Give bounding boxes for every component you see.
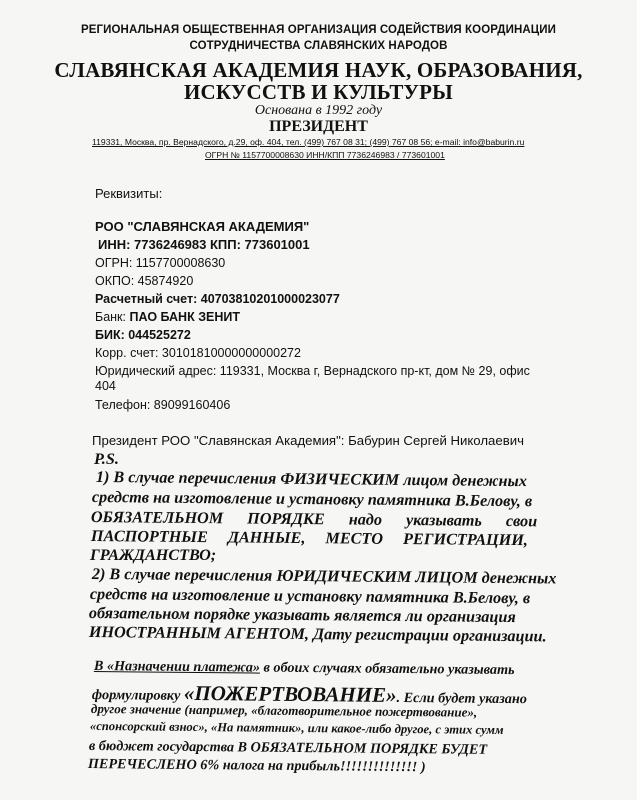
purpose-line-2-rest: . Если будет указано (396, 689, 527, 708)
legal-address-line-1: Юридический адрес: 119331, Москва г, Вернадского пр-кт, дом № 29, офис (95, 364, 530, 378)
ps-p1-line-5: ГРАЖДАНСТВО; (90, 546, 217, 564)
ps-p1-line-4: ПАСПОРТНЫЕ ДАННЫЕ, МЕСТО РЕГИСТРАЦИИ, (90, 527, 528, 550)
ps-label: P.S. (94, 450, 119, 468)
purpose-field-name: В «Назначении платежа» (93, 658, 261, 676)
account-row (95, 292, 340, 306)
account-label: Расчетный счет: (95, 292, 198, 306)
org-line-2: СОТРУДНИЧЕСТВА СЛАВЯНСКИХ НАРОДОВ (189, 40, 448, 52)
bank-row (95, 310, 240, 324)
okpo: ОКПО: 45874920 (95, 274, 194, 288)
ps-p2-line-4: ИНОСТРАННЫМ АГЕНТОМ, Дату регистрации организации. (88, 623, 547, 646)
ps-p1-line-2: средств на изготовление и установку памятника В.Белову, в (91, 488, 533, 511)
purpose-line-3: другое значение (например, «благотворительное пожертвование», (90, 701, 478, 720)
founded-line: Основана в 1992 году (254, 103, 383, 118)
donation-keyword: «ПОЖЕРТВОВАНИЕ» (183, 680, 397, 707)
account-value: 40703810201000023077 (200, 292, 340, 306)
ps-p2-line-2: средств на изготовление и установку памятника В.Белову, в (89, 585, 531, 608)
academy-title-line-1: СЛАВЯНСКАЯ АКАДЕМИЯ НАУК, ОБРАЗОВАНИЯ, (54, 58, 583, 82)
registration-line: ОГРН № 1157700008630 ИНН/КПП 7736246983 / 773601001 (205, 150, 445, 160)
purpose-line-5: в бюджет государства В ОБЯЗАТЕЛЬНОМ ПОРЯДКЕ БУДЕТ (88, 738, 488, 758)
bik: БИК: 044525272 (95, 328, 191, 342)
president-line: Президент РОО "Славянская Академия": Бабурин Сергей Николаевич (92, 433, 524, 448)
legal-address-line-2: 404 (95, 379, 116, 393)
inn-kpp: ИНН: 7736246983 КПП: 773601001 (98, 237, 310, 252)
corr-account: Корр. счет: 30101810000000000272 (95, 346, 301, 360)
ps-p2-line-3: обязательном порядке указывать является ли организация (88, 604, 516, 627)
ps-p1-line-1: 1) В случае перечисления ФИЗИЧЕСКИМ лицом денежных (95, 468, 527, 491)
contacts-line: 119331, Москва, пр. Вернадского, д.29, оф. 404, тел. (499) 767 08 31; (499) 767 08 56; e-mail: info@baburin.ru (92, 137, 525, 147)
ps-p1-line-3: ОБЯЗАТЕЛЬНОМ ПОРЯДКЕ надо указывать свои (90, 508, 538, 531)
requisites-heading: Реквизиты: (95, 186, 163, 201)
position-title: ПРЕЗИДЕНТ (269, 118, 368, 135)
bank-label: Банк: (95, 310, 126, 324)
org-line-1: РЕГИОНАЛЬНАЯ ОБЩЕСТВЕННАЯ ОРГАНИЗАЦИЯ СОДЕЙСТВИЯ КООРДИНАЦИИ (80, 24, 556, 36)
org-name: РОО "СЛАВЯНСКАЯ АКАДЕМИЯ" (95, 219, 310, 234)
purpose-line-1 (94, 658, 515, 679)
ogrn: ОГРН: 1157700008630 (95, 256, 226, 270)
phone: Телефон: 89099160406 (95, 398, 231, 412)
purpose-line-4: «спонсорский взнос», «На памятник», или какое-либо другое, с этих сумм (89, 719, 504, 737)
ps-p2-line-1: 2) В случае перечисления ЮРИДИЧЕСКИМ ЛИЦОМ денежных (91, 565, 557, 588)
purpose-line-2-start: формулировку (91, 686, 184, 704)
bank-value: ПАО БАНК ЗЕНИТ (129, 310, 241, 324)
purpose-line-1-rest: в обоих случаях обязательно указывать (259, 659, 515, 679)
purpose-line-6: ПЕРЕЧЕСЛЕНО 6% налога на прибыль!!!!!!!!!!!!!! ) (87, 756, 426, 776)
academy-title-line-2: ИСКУССТВ И КУЛЬТУРЫ (184, 80, 453, 104)
